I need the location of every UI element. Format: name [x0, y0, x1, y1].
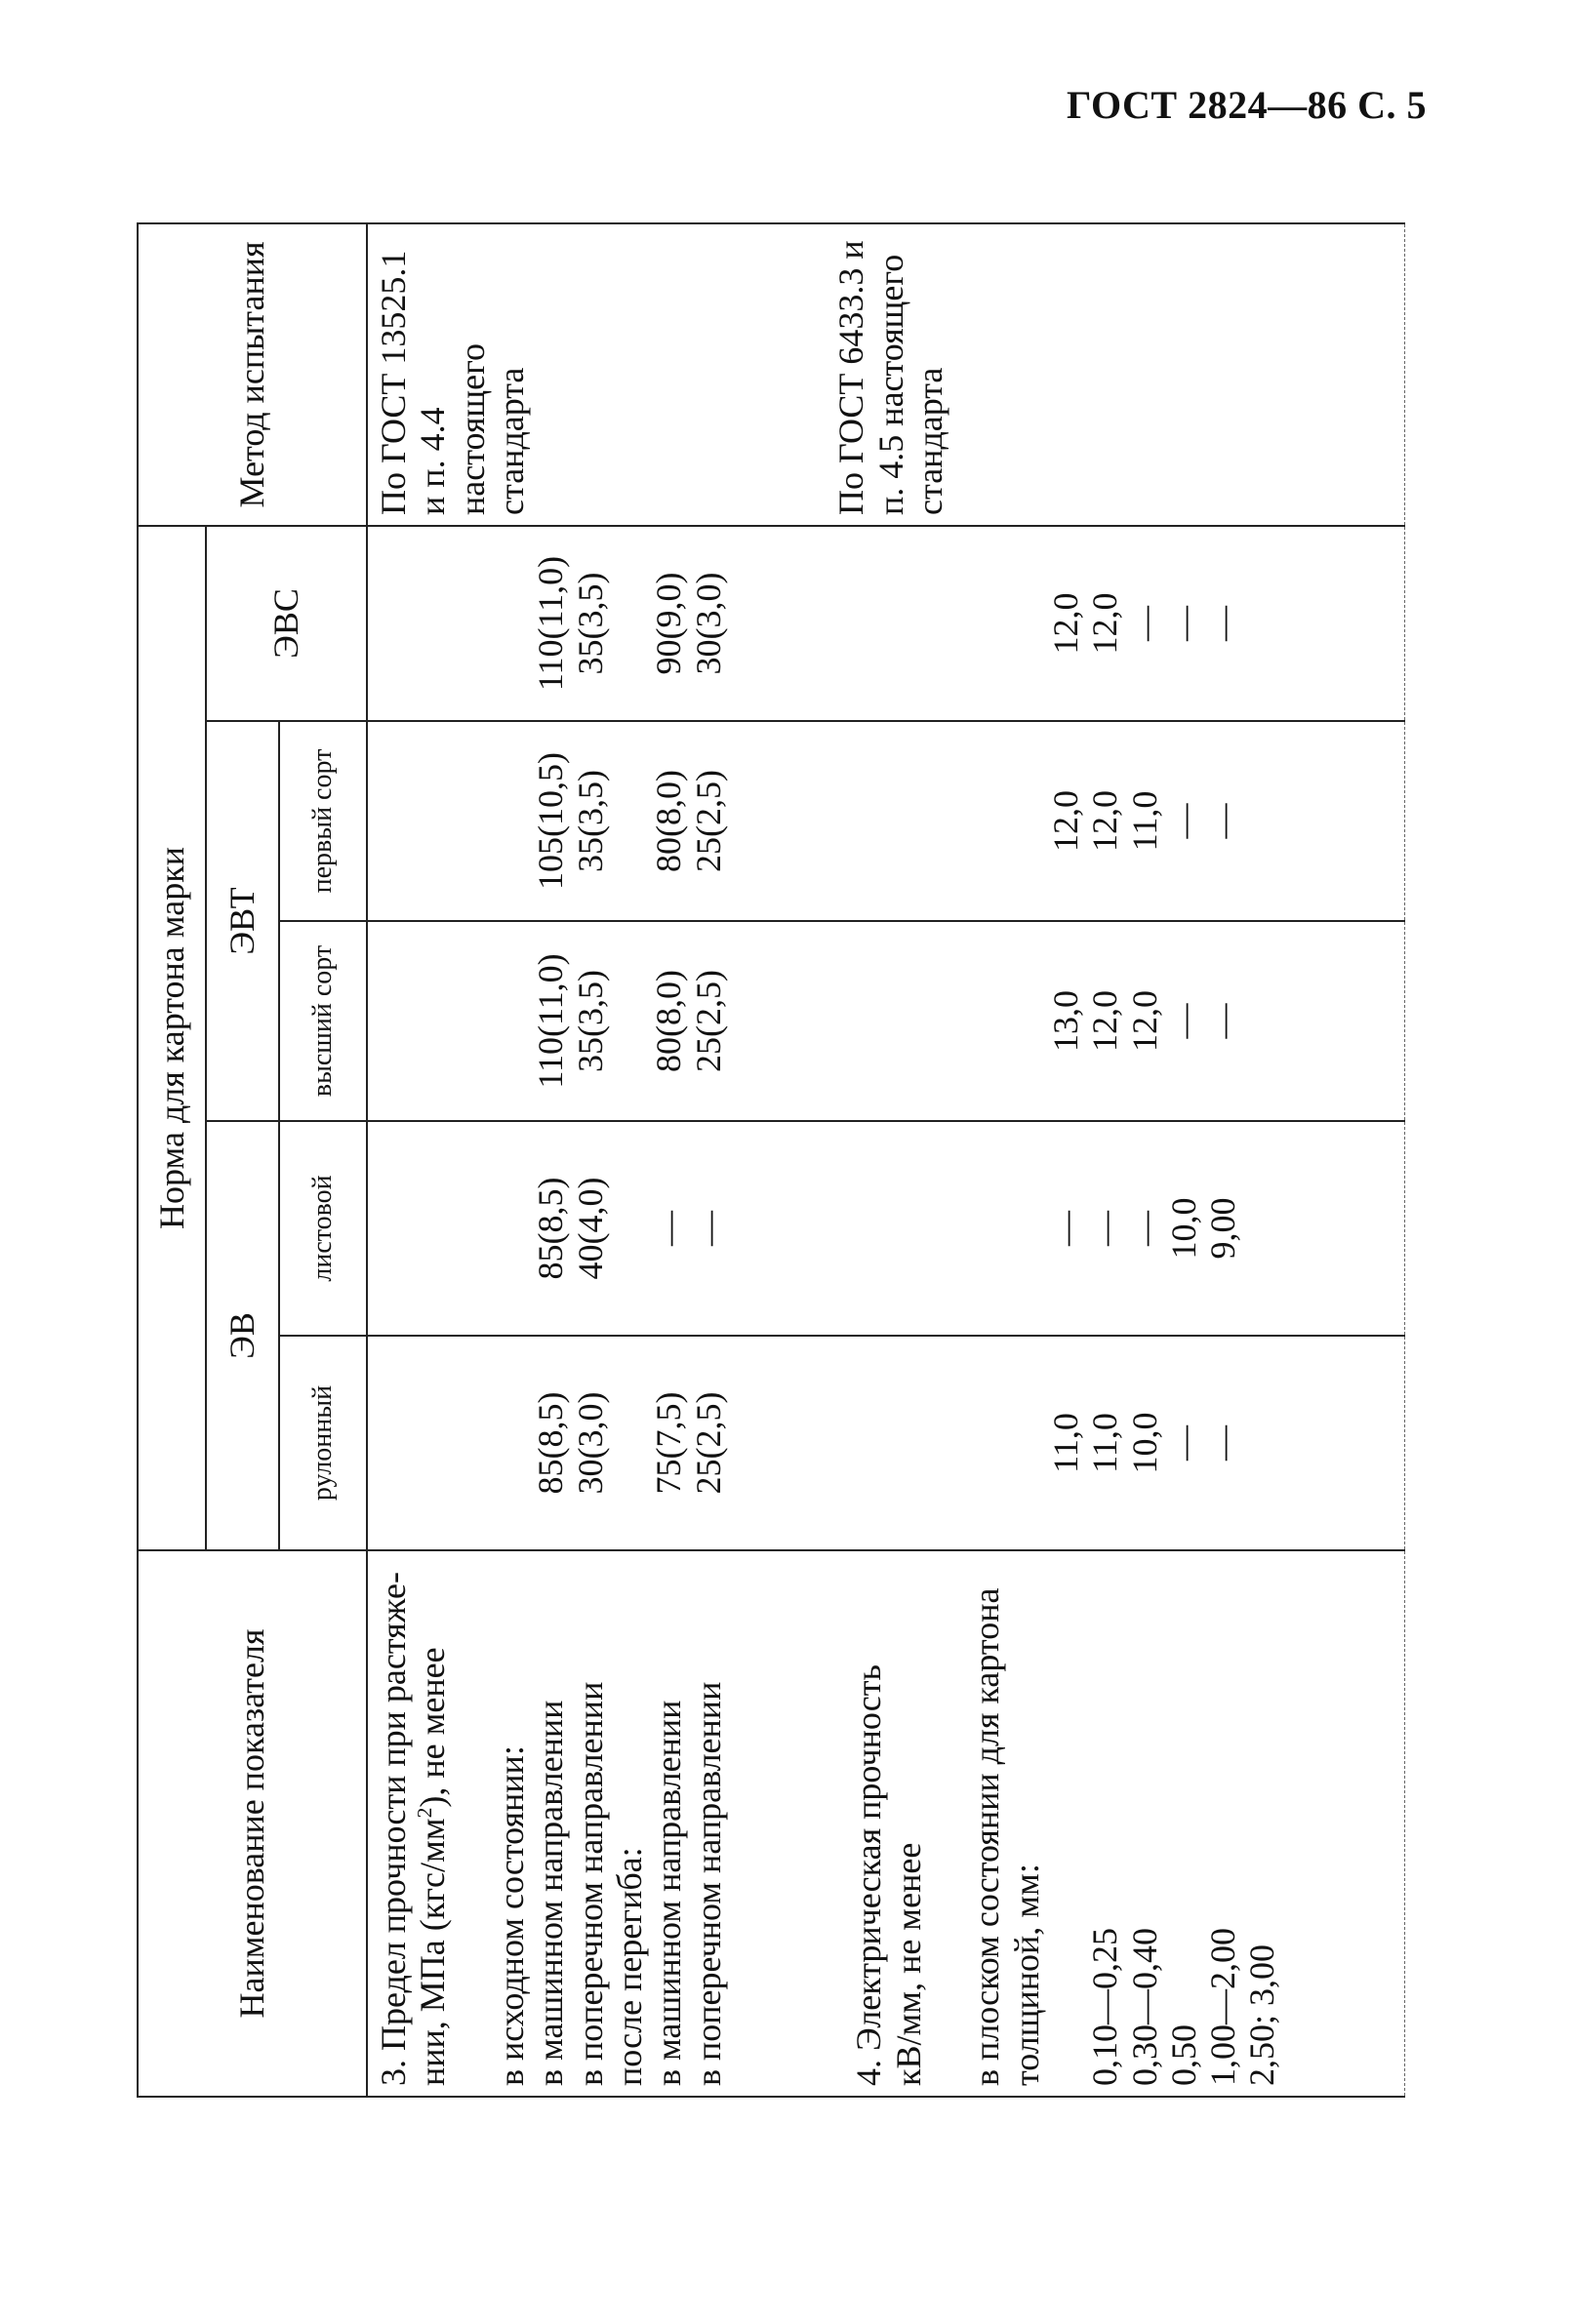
row3-ev-sheet-v2: —	[649, 1211, 689, 1246]
row3-name-cell	[367, 1550, 826, 2097]
table-row-tensile	[367, 223, 826, 2097]
row4-evt-top-v2: 12,0	[1124, 990, 1164, 1052]
row3-ev-roll	[367, 1336, 826, 1550]
col-header-method: Метод испытания	[138, 223, 367, 526]
row4-evs	[826, 526, 1404, 721]
row4-ev-roll-v2: 10,0	[1124, 1412, 1164, 1474]
row4-ev-sheet-v0: —	[1045, 1211, 1085, 1246]
row3-method	[367, 223, 826, 526]
row4-thickness-0: 0,10—0,25	[1085, 1928, 1125, 2086]
row3-evt-top-v3: 25(2,5)	[688, 970, 728, 1072]
row3-evs-v2: 90(9,0)	[649, 572, 689, 675]
row4-ev-roll-v1: 11,0	[1085, 1413, 1125, 1473]
row4-thickness-3: 1,00—2,00	[1203, 1928, 1243, 2086]
row3-evs-v0: 110(11,0)	[531, 555, 571, 692]
row4-thickness-2: 0,50	[1163, 2024, 1203, 2086]
row3-evt-first-v1: 35(3,5)	[570, 770, 610, 872]
col-header-evt-first: первый сорт	[279, 721, 367, 921]
row3-evs	[367, 526, 826, 721]
row3-evs-v3: 30(3,0)	[688, 572, 728, 675]
row4-evt-top-v4: —	[1203, 1003, 1243, 1039]
row4-ev-roll-v4: —	[1203, 1425, 1243, 1461]
row3-ev-sheet	[367, 1121, 826, 1336]
page-header: ГОСТ 2824—86 С. 5	[1066, 83, 1427, 127]
spec-table	[137, 222, 1405, 2098]
row3-title-sup: 2	[413, 1807, 437, 1819]
row3-sub-cross2: в поперечном направлении	[688, 1681, 728, 2086]
row4-ev-sheet	[826, 1121, 1404, 1336]
row4-evt-first-v1: 12,0	[1085, 790, 1125, 852]
row3-sub-initial: в исходном состоянии:	[491, 1745, 531, 2086]
row4-ev-roll-v3: —	[1163, 1425, 1203, 1461]
row4-evs-v0: 12,0	[1045, 592, 1085, 655]
row4-title-line2: кВ/мм, не менее	[888, 1842, 928, 2086]
row3-evt-first-v0: 105(10,5)	[531, 752, 571, 890]
col-header-norm: Норма для картона марки	[138, 526, 206, 1550]
col-header-evt: ЭВТ	[206, 721, 279, 1121]
row4-ev-sheet-v1: —	[1085, 1211, 1125, 1246]
row4-sub-flat-2: толщиной, мм:	[1006, 1863, 1046, 2086]
table-row-electric	[826, 223, 1404, 2097]
row3-ev-sheet-v0: 85(8,5)	[531, 1177, 571, 1280]
row4-evs-v4: —	[1203, 605, 1243, 641]
row4-evs-v2: —	[1124, 605, 1164, 641]
row3-sub-machine: в машинном направлении	[531, 1700, 571, 2086]
row4-ev-sheet-v3: 10,0	[1163, 1197, 1203, 1260]
col-header-name: Наименование показателя	[138, 1550, 367, 2097]
row4-evt-top-v3: —	[1163, 1003, 1203, 1039]
row4-thickness-4: 2,50; 3,00	[1242, 1943, 1282, 2086]
col-header-evs: ЭВС	[206, 526, 367, 721]
row3-title-post: ), не менее	[413, 1647, 453, 1808]
col-header-ev: ЭВ	[206, 1121, 279, 1550]
row4-method	[826, 223, 1404, 526]
row3-ev-roll-v1: 30(3,0)	[570, 1391, 610, 1495]
row4-evs-v3: —	[1163, 605, 1203, 641]
row4-evt-first-v2: 11,0	[1124, 790, 1164, 852]
row4-sub-flat-1: в плоском состоянии для картона	[967, 1587, 1007, 2086]
col-header-ev-roll: рулонный	[279, 1336, 367, 1550]
row4-evt-top-v1: 12,0	[1085, 990, 1125, 1052]
row4-evt-top	[826, 921, 1404, 1121]
row3-sub-after: после перегиба:	[609, 1847, 649, 2086]
row4-title-line1: 4. Электрическая прочность	[849, 1664, 889, 2086]
row3-sub-cross: в поперечном направлении	[570, 1681, 610, 2086]
row3-evt-first	[367, 721, 826, 921]
row3-sub-machine2: в машинном направлении	[649, 1700, 689, 2086]
row3-ev-sheet-v1: 40(4,0)	[570, 1177, 610, 1280]
row4-name-cell	[826, 1550, 1404, 2097]
row4-evt-first-v4: —	[1203, 803, 1243, 839]
row3-evt-top	[367, 921, 826, 1121]
row3-evt-first-v2: 80(8,0)	[649, 770, 689, 872]
row4-evs-v1: 12,0	[1085, 592, 1125, 655]
row3-evt-top-v2: 80(8,0)	[649, 970, 689, 1072]
col-header-ev-sheet: листовой	[279, 1121, 367, 1336]
row4-evt-first-v0: 12,0	[1045, 790, 1085, 852]
row3-title-pre: нии, МПа (кгс/мм	[413, 1818, 453, 2086]
row3-ev-roll-v3: 25(2,5)	[688, 1391, 728, 1495]
row3-evt-top-v0: 110(11,0)	[531, 953, 571, 1089]
col-header-evt-top: высший сорт	[279, 921, 367, 1121]
row4-ev-roll	[826, 1336, 1404, 1550]
rotated-table-wrapper	[137, 224, 1405, 2098]
row3-evt-top-v1: 35(3,5)	[570, 970, 610, 1072]
row3-method-text: По ГОСТ 13525.1 и п. 4.4 настоящего стандарта	[374, 250, 531, 515]
row4-method-text: По ГОСТ 6433.3 и п. 4.5 настоящего стандарта	[831, 240, 949, 515]
row3-evt-first-v3: 25(2,5)	[688, 770, 728, 872]
row4-thickness-1: 0,30—0,40	[1124, 1928, 1164, 2086]
row3-title-line1: 3. Предел прочности при растяже-	[374, 1571, 413, 2086]
row4-evt-first-v3: —	[1163, 803, 1203, 839]
row4-ev-sheet-v2: —	[1124, 1211, 1164, 1246]
row3-evs-v1: 35(3,5)	[570, 572, 610, 675]
row4-evt-top-v0: 13,0	[1045, 990, 1085, 1052]
row4-ev-sheet-v4: 9,00	[1203, 1197, 1243, 1260]
row4-evt-first	[826, 721, 1404, 921]
row3-title-line2	[413, 1561, 452, 2086]
row3-ev-sheet-v3: —	[688, 1211, 728, 1246]
row4-ev-roll-v0: 11,0	[1045, 1413, 1085, 1473]
row3-ev-roll-v2: 75(7,5)	[649, 1391, 689, 1495]
row3-ev-roll-v0: 85(8,5)	[531, 1391, 571, 1495]
